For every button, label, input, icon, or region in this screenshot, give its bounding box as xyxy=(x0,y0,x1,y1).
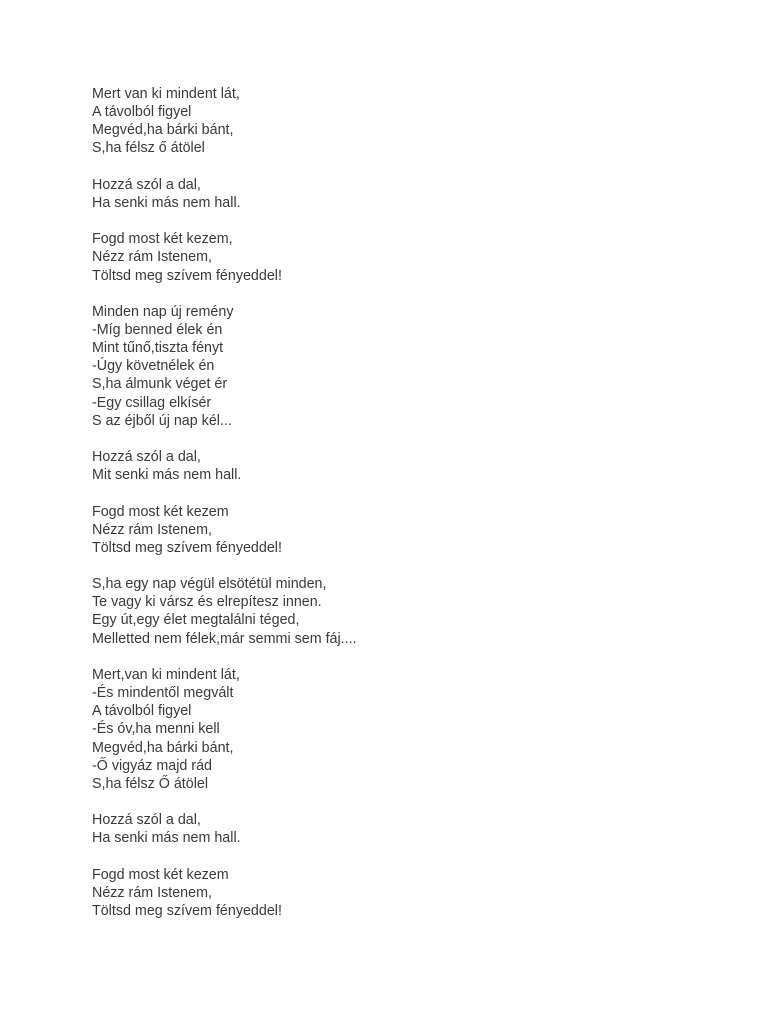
poem-line: Mit senki más nem hall. xyxy=(92,467,242,484)
poem-line: Fogd most két kezem xyxy=(92,503,229,520)
poem-line: Minden nap új remény xyxy=(92,303,234,320)
stanza xyxy=(92,811,712,847)
poem-line: Mert van ki mindent lát, xyxy=(92,86,240,102)
stanza xyxy=(92,866,712,920)
poem-line: Nézz rám Istenem, xyxy=(92,884,212,901)
stanza xyxy=(92,575,712,648)
poem-line: Mint tűnő,tiszta fényt xyxy=(92,340,224,357)
poem-line: S,ha félsz Ő átölel xyxy=(92,775,209,792)
poem-line: Hozzá szól a dal, xyxy=(92,176,201,193)
poem-line: Megvéd,ha bárki bánt, xyxy=(92,122,234,139)
poem-line: Nézz rám Istenem, xyxy=(92,521,212,538)
poem-line: -Ő vigyáz majd rád xyxy=(92,757,212,774)
stanza xyxy=(92,85,712,158)
poem-text xyxy=(92,85,712,938)
poem-line: Töltsd meg szívem fényeddel! xyxy=(92,539,282,556)
stanza xyxy=(92,448,712,484)
poem-line: S,ha álmunk véget ér xyxy=(92,376,228,393)
poem-line: -Úgy követnélek én xyxy=(92,358,215,375)
poem-line: Ha senki más nem hall. xyxy=(92,194,241,211)
poem-line: S,ha egy nap végül elsötétül minden, xyxy=(92,576,327,593)
poem-line: Melletted nem félek,már semmi sem fáj.... xyxy=(92,630,357,647)
poem-line: Töltsd meg szívem fényeddel! xyxy=(92,902,282,919)
poem-line: -Míg benned élek én xyxy=(92,321,223,338)
stanza xyxy=(92,503,712,557)
poem-line: Ha senki más nem hall. xyxy=(92,830,241,847)
poem-line: Megvéd,ha bárki bánt, xyxy=(92,739,234,756)
stanza xyxy=(92,176,712,212)
poem-line: Mert,van ki mindent lát, xyxy=(92,666,240,683)
poem-line: Egy út,egy élet megtalálni téged, xyxy=(92,612,300,629)
stanza xyxy=(92,303,712,430)
poem-line: S,ha félsz ő átölel xyxy=(92,140,205,157)
stanza xyxy=(92,230,712,284)
poem-line: A távolból figyel xyxy=(92,104,192,121)
stanza xyxy=(92,666,712,793)
poem-line: Fogd most két kezem xyxy=(92,866,229,883)
poem-line: A távolból figyel xyxy=(92,703,192,720)
poem-line: Hozzá szól a dal, xyxy=(92,812,201,829)
poem-line: Nézz rám Istenem, xyxy=(92,249,212,266)
poem-line: Hozzá szól a dal, xyxy=(92,449,201,466)
poem-line: Töltsd meg szívem fényeddel! xyxy=(92,267,282,284)
poem-line: Te vagy ki vársz és elrepítesz innen. xyxy=(92,594,322,611)
poem-line: Fogd most két kezem, xyxy=(92,231,233,248)
poem-line: -És mindentől megvált xyxy=(92,685,234,702)
poem-line: S az éjből új nap kél... xyxy=(92,412,232,429)
poem-line: -És óv,ha menni kell xyxy=(92,721,220,738)
poem-line: -Egy csillag elkísér xyxy=(92,394,212,411)
